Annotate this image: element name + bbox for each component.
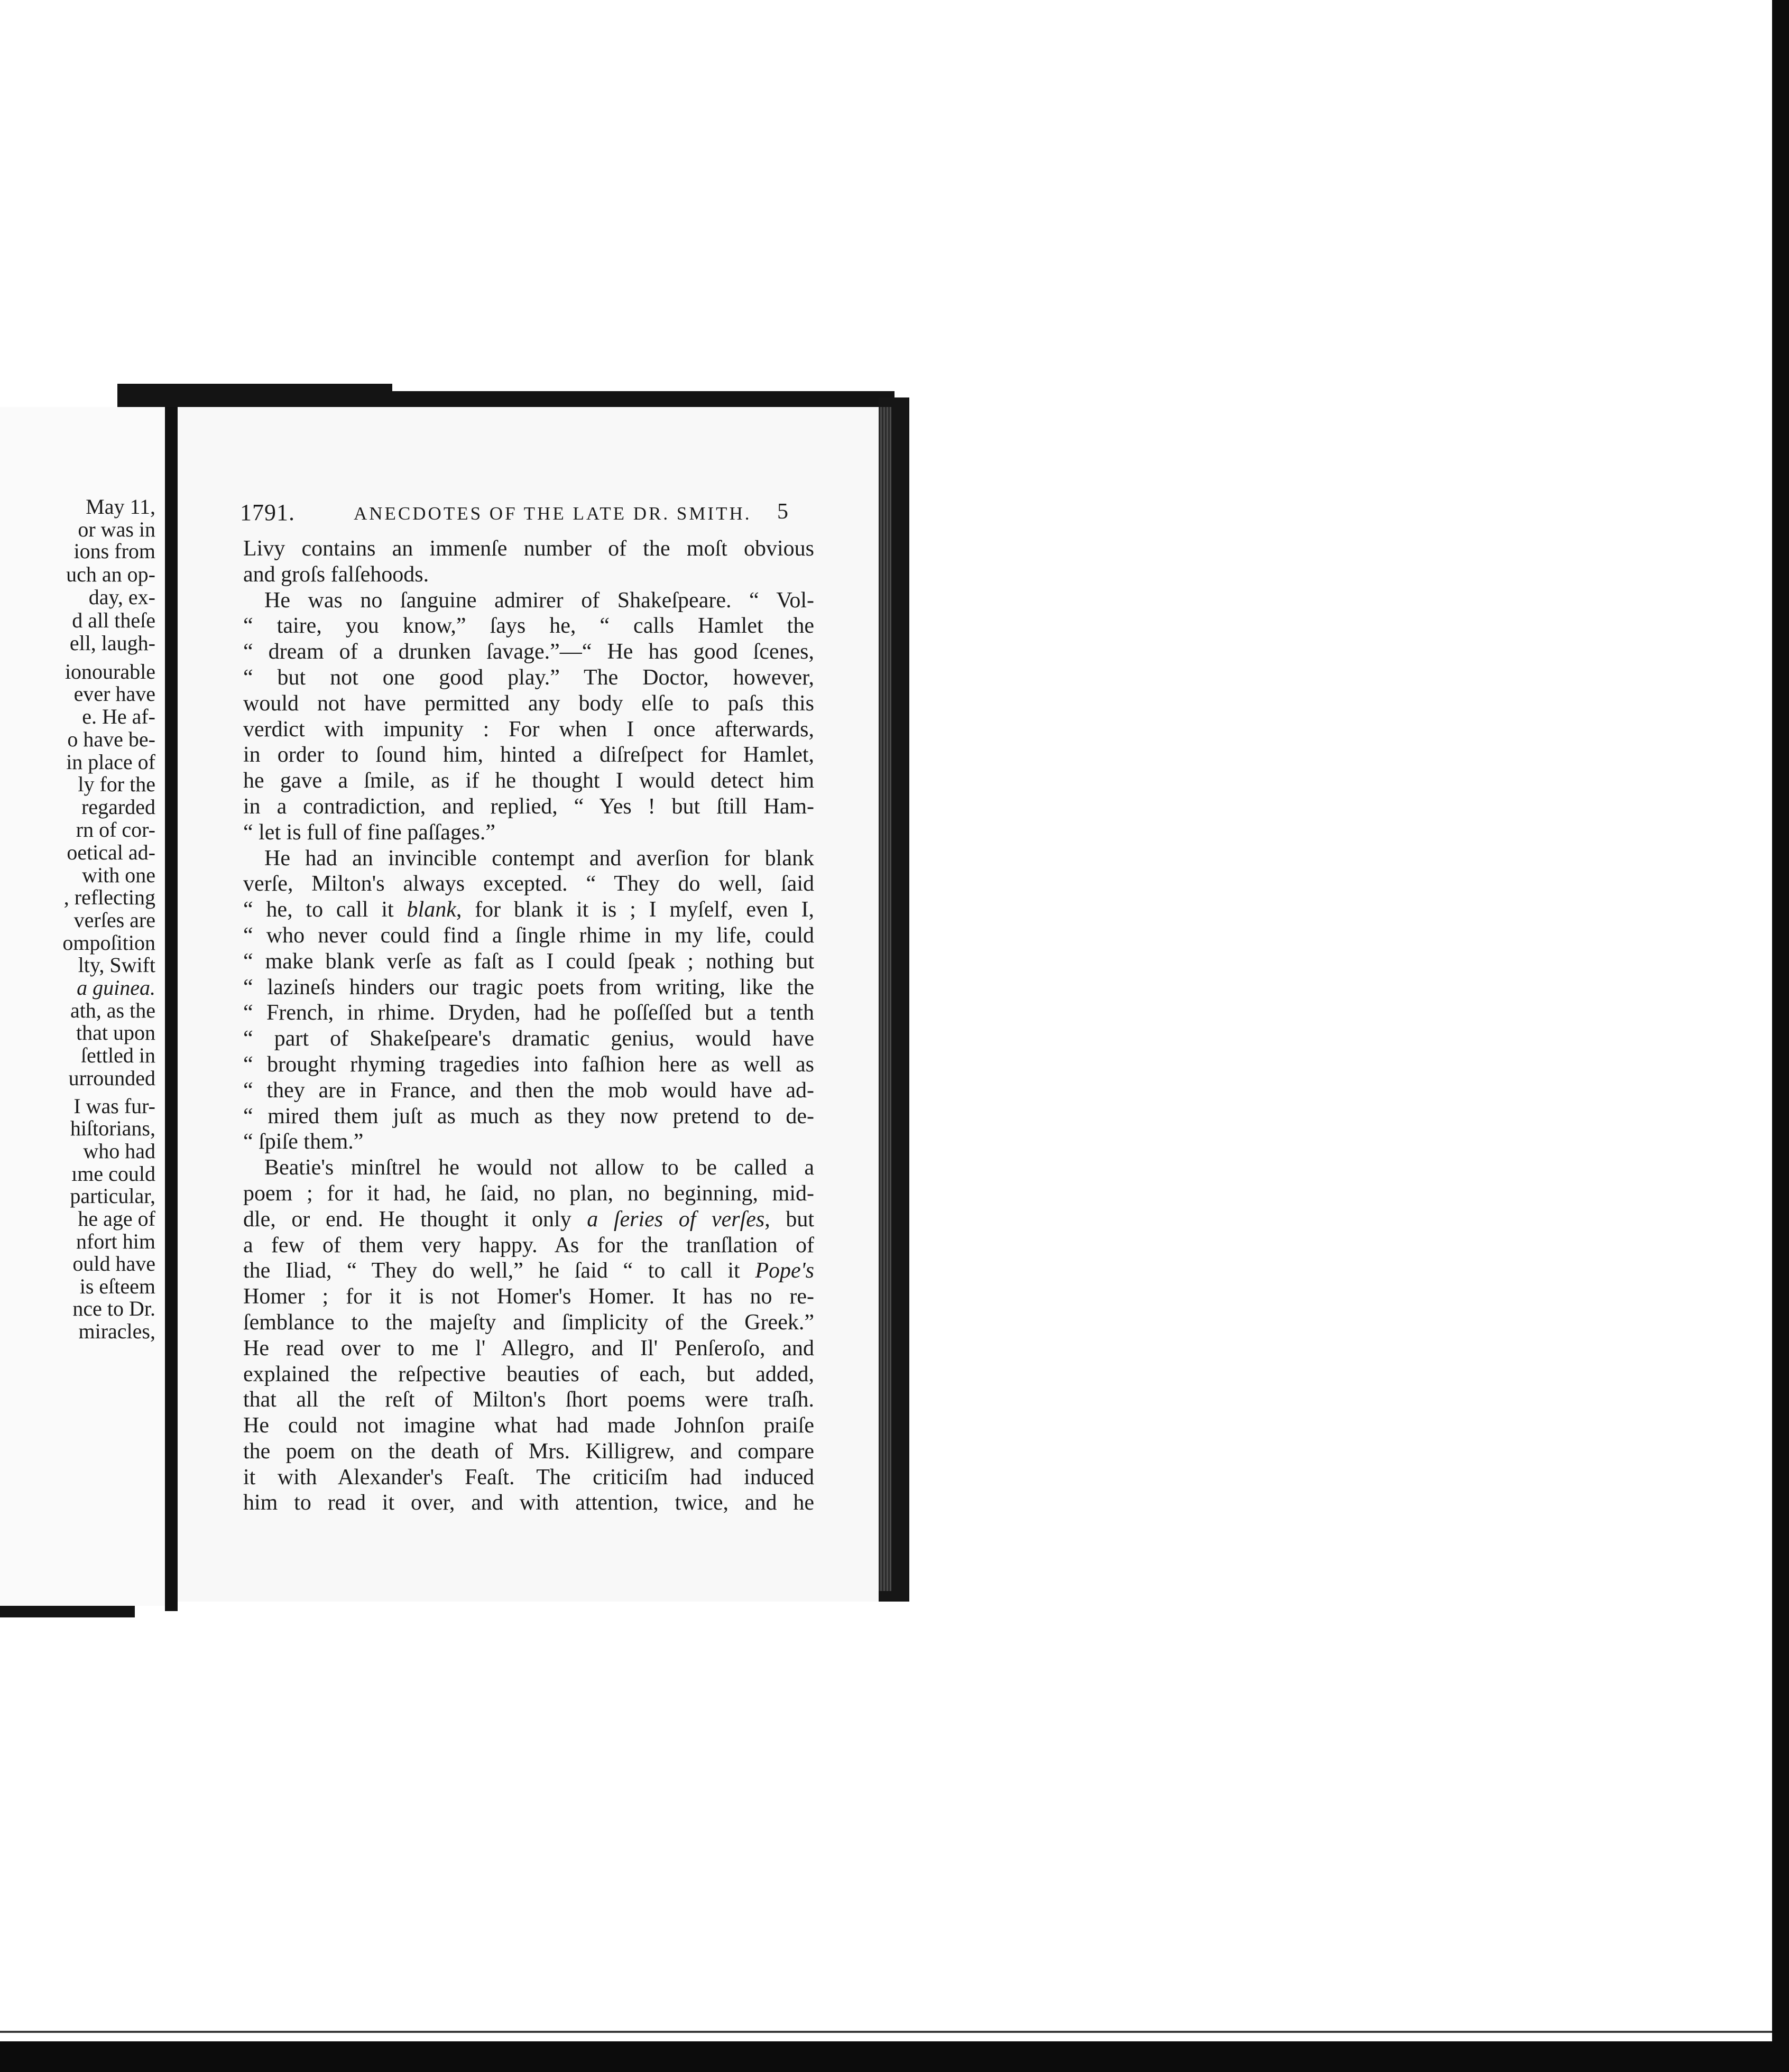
left-page-line: with one (82, 863, 155, 887)
text-line: dle, or end. He thought it only a ſeries of verſes, but (243, 1207, 814, 1232)
header-year: 1791. (240, 500, 295, 525)
scan-border-bottom (0, 2041, 1789, 2072)
left-page-line: a guinea. (77, 976, 155, 1000)
left-page-line: ath, as the (70, 998, 155, 1022)
text-line: in order to ſound him, hinted a diſreſpect for Hamlet, (243, 743, 814, 767)
text-line: “ mired them juſt as much as they now pretend to de- (243, 1104, 814, 1128)
text-line: “ French, in rhime. Dryden, had he poſſeſſed but a tenth (243, 1001, 814, 1025)
left-page-line: d all theſe (72, 608, 155, 632)
text-line: “ lazineſs hinders our tragic poets from writing, like the (243, 975, 814, 1000)
text-line: verdict with impunity : For when I once afterwards, (243, 717, 814, 742)
scan-border-line (0, 2031, 1772, 2033)
text-line: “ but not one good play.” The Doctor, however, (243, 665, 814, 690)
left-page-line: I was fur- (73, 1094, 155, 1118)
left-page-line: ever have (73, 682, 155, 706)
left-page-line: ompoſition (62, 931, 155, 955)
text-line: “ part of Shakeſpeare's dramatic genius, would have (243, 1026, 814, 1051)
left-page-line: miracles, (78, 1319, 155, 1343)
left-page-line: ıme could (71, 1162, 155, 1186)
scan-border-right (1772, 0, 1789, 2072)
text-line: He was no ſanguine admirer of Shakeſpeare. “ Vol- (264, 588, 814, 613)
text-line: He read over to me l' Allegro, and Il' Penſeroſo, and (243, 1336, 814, 1361)
text-line: the Iliad, “ They do well,” he ſaid “ to call it Pope's (243, 1259, 814, 1283)
text-line: that all the reſt of Milton's ſhort poems were traſh. (243, 1388, 814, 1412)
left-page-line: nfort him (76, 1229, 155, 1253)
left-page-line: he age of (78, 1207, 155, 1231)
header-title: ANECDOTES OF THE LATE DR. SMITH. (354, 503, 752, 524)
left-page-line: , reflecting (63, 885, 155, 909)
text-line: “ taire, you know,” ſays he, “ calls Hamlet the (243, 614, 814, 639)
left-page-line: regarded (81, 795, 155, 819)
text-line: “ ſpiſe them.” (243, 1130, 364, 1154)
page-number: 5 (777, 500, 790, 524)
left-page-line: e. He af- (82, 705, 155, 728)
left-page-line: May 11, (86, 495, 155, 519)
left-page-line: verſes are (73, 908, 155, 932)
book-cover-top (117, 391, 894, 407)
text-line: and groſs falſehoods. (243, 562, 429, 587)
page-body (243, 536, 814, 1516)
text-line: poem ; for it had, he ſaid, no plan, no beginning, mid- (243, 1181, 814, 1206)
book-page-edges (879, 407, 891, 1591)
left-page-line: that upon (76, 1021, 155, 1044)
text-line: explained the reſpective beauties of each, but added, (243, 1362, 814, 1386)
text-line: “ he, to call it blank, for blank it is ; I myſelf, even I, (243, 898, 814, 922)
right-page (178, 407, 879, 1602)
text-line: him to read it over, and with attention, twice, and he (243, 1491, 814, 1515)
book-cover-bottom (0, 1606, 135, 1617)
left-page-line: lty, Swift (78, 953, 155, 977)
left-page-line: hiſtorians, (70, 1116, 155, 1140)
left-page-line: day, ex- (88, 585, 155, 609)
text-line: Homer ; for it is not Homer's Homer. It has no re- (243, 1284, 814, 1309)
book-spine (165, 407, 178, 1611)
text-line: Beatie's minſtrel he would not allow to be called a (264, 1155, 814, 1180)
left-page-line: urrounded (68, 1066, 155, 1090)
left-page-line: ould have (72, 1252, 155, 1275)
left-page-line: or was in (78, 517, 155, 541)
text-line: Livy contains an immenſe number of the moſt obvious (243, 536, 814, 561)
text-line: ſemblance to the majeſty and ſimplicity of the Greek.” (243, 1310, 814, 1335)
left-page-line: oetical ad- (67, 840, 155, 864)
text-line: “ they are in France, and then the mob would have ad- (243, 1078, 814, 1103)
left-page-line: in place of (66, 750, 155, 774)
text-line: “ who never could find a ſingle rhime in my life, could (243, 923, 814, 948)
text-line: it with Alexander's Feaſt. The criticiſm had induced (243, 1465, 814, 1490)
left-page (0, 407, 165, 1606)
text-line: he gave a ſmile, as if he thought I would detect him (243, 769, 814, 793)
text-line: “ dream of a drunken ſavage.”—“ He has good ſcenes, (243, 640, 814, 664)
text-line: He had an invincible contempt and averſion for blank (264, 846, 814, 871)
left-page-line: uch an op- (66, 562, 155, 586)
left-page-line: rn of cor- (76, 818, 155, 841)
text-line: in a contradiction, and replied, “ Yes ! but ſtill Ham- (243, 794, 814, 819)
text-line: verſe, Milton's always excepted. “ They do well, ſaid (243, 872, 814, 896)
text-line: “ make blank verſe as faſt as I could ſpeak ; nothing but (243, 949, 814, 974)
left-page-line: ly for the (78, 772, 155, 796)
text-line: would not have permitted any body elſe to paſs this (243, 691, 814, 716)
text-line: a few of them very happy. As for the tranſlation of (243, 1233, 814, 1257)
running-header (240, 499, 790, 529)
left-page-line: who had (83, 1139, 155, 1163)
left-page-line: ell, laugh- (69, 631, 155, 655)
left-page-line: o have be- (67, 727, 155, 751)
left-page-line: ions from (73, 539, 155, 563)
text-line: the poem on the death of Mrs. Killigrew, and compare (243, 1439, 814, 1464)
text-line: He could not imagine what had made Johnſon praiſe (243, 1413, 814, 1438)
left-page-line: is eſteem (79, 1274, 155, 1298)
left-page-line: particular, (70, 1184, 155, 1208)
left-page-line: ionourable (64, 660, 155, 683)
text-line: “ brought rhyming tragedies into faſhion here as well as (243, 1052, 814, 1077)
text-line: “ let is full of fine paſſages.” (243, 820, 495, 845)
left-page-line: ſettled in (80, 1043, 155, 1067)
left-page-line: nce to Dr. (72, 1297, 155, 1320)
